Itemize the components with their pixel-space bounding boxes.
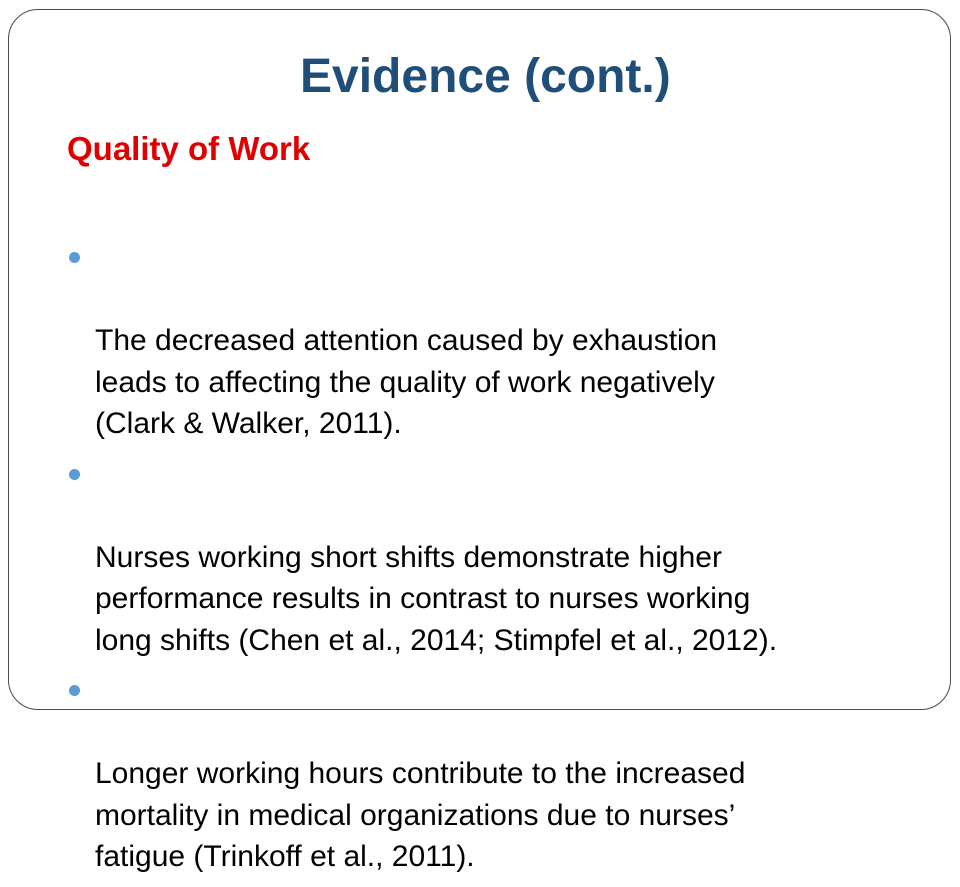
bullet-text: Nurses working short shifts demonstrate higher performance results in contrast to nurses working long shifts (Chen et al., 2014; Stimpfel et al., 2012). xyxy=(95,540,778,657)
bullet-dot-icon xyxy=(69,685,80,696)
bullet-item xyxy=(95,237,915,445)
bullet-text: Longer working hours contribute to the increased mortality in medical organizations due to nurses’ fatigue (Trinkoff et al., 2011). xyxy=(95,757,746,873)
slide-title: Evidence (cont.) xyxy=(300,50,671,103)
bullet-list xyxy=(95,237,915,887)
bullet-item xyxy=(95,670,915,878)
section-heading: Quality of Work xyxy=(67,130,311,167)
bullet-item xyxy=(95,454,915,662)
bullet-dot-icon xyxy=(69,469,80,480)
bullet-dot-icon xyxy=(69,252,80,263)
bullet-text: The decreased attention caused by exhaustion leads to affecting the quality of work negatively (Clark & Walker, 2011). xyxy=(95,324,718,440)
